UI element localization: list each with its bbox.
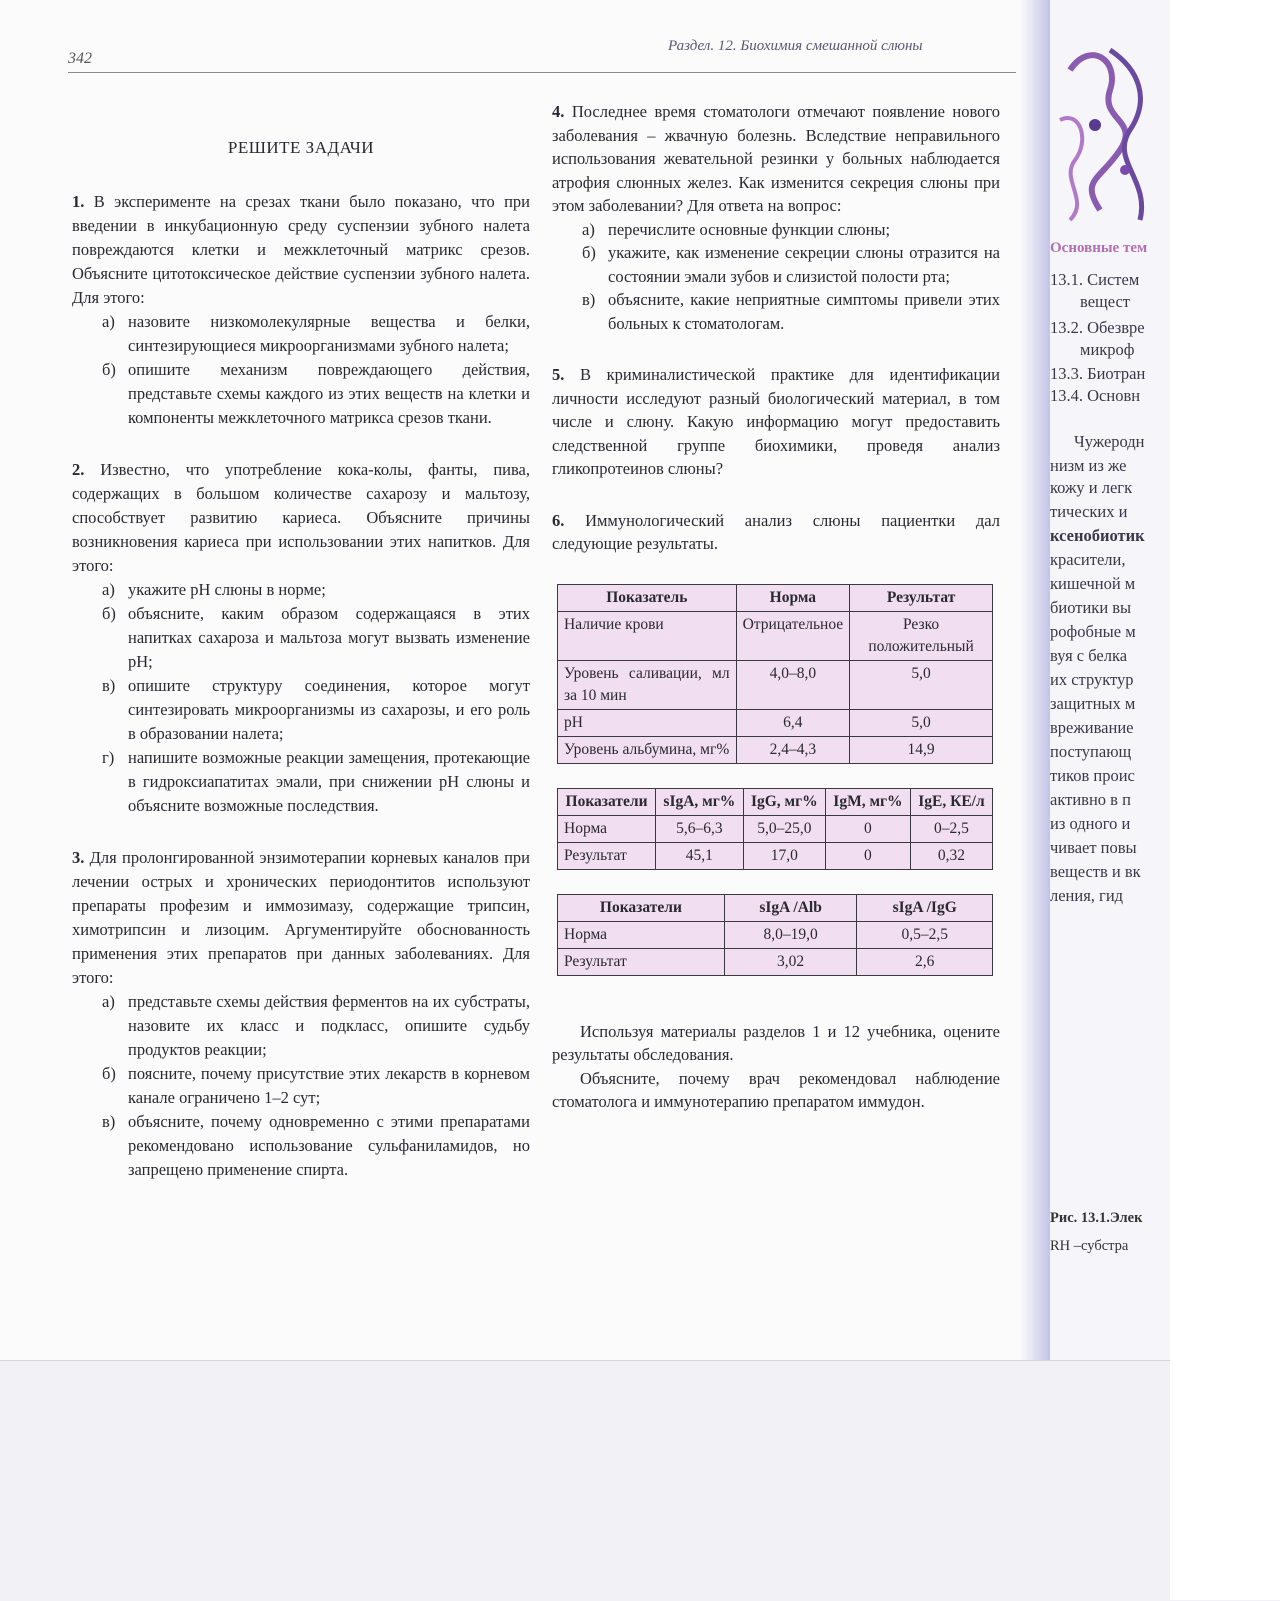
table-cell: Норма xyxy=(558,815,656,842)
column-header: Показатели xyxy=(558,788,656,815)
subitem-marker: а) xyxy=(102,312,115,331)
task-4 xyxy=(552,100,1000,335)
table-cell: 0,32 xyxy=(910,842,992,869)
task-subitem xyxy=(102,990,530,1062)
subitem-text: назовите низкомолекулярные вещества и белки, синтезирующиеся микроорганизмами зубного налета; xyxy=(128,312,530,355)
table-row xyxy=(558,611,993,660)
task-number: 5. xyxy=(552,365,565,384)
section-title: РЕШИТЕ ЗАДАЧИ xyxy=(227,138,375,157)
table-cell: 5,0 xyxy=(850,660,993,709)
header-rule xyxy=(68,72,1016,73)
table-row xyxy=(558,660,993,709)
figure-caption: Рис. 13.1.Элек xyxy=(1050,1210,1143,1226)
task-text xyxy=(552,100,1000,218)
next-page-line: рофобные м xyxy=(1050,622,1136,641)
task-number: 6. xyxy=(552,510,565,530)
subitem-marker: в) xyxy=(102,676,116,695)
column-header: sIgA /IgG xyxy=(857,894,993,921)
immunoglobulin-ratio-table xyxy=(557,894,993,976)
left-column xyxy=(72,130,530,1210)
next-page-line: вуя с белка xyxy=(1050,646,1128,665)
table-cell: 8,0–19,0 xyxy=(724,921,857,948)
next-page-line: 13.2. Обезвре xyxy=(1050,318,1145,337)
table-row xyxy=(558,921,993,948)
next-page-line: Чужеродн xyxy=(1074,432,1145,451)
task-body: Иммунологический анализ слюны пациентки дал следующие результаты. xyxy=(552,510,1001,553)
task-5 xyxy=(552,363,1000,481)
column-header: sIgA /Alb xyxy=(724,894,857,921)
task-subitem xyxy=(102,1110,530,1182)
column-header: IgE, КЕ/л xyxy=(910,788,992,815)
next-page-line: из одного и xyxy=(1050,814,1131,833)
next-page-line: 13.3. Биотран xyxy=(1050,364,1146,383)
next-page-line: вреживание xyxy=(1050,718,1134,737)
subitem-marker: г) xyxy=(102,748,115,767)
next-page-line: низм из же xyxy=(1050,456,1127,475)
subitem-marker: а) xyxy=(582,219,595,239)
table-cell: Уровень саливации, мл за 10 мин xyxy=(558,660,737,709)
figure-caption-line-2: RH –субстра xyxy=(1050,1238,1129,1254)
subitem-text: опишите структуру соединения, которое могут синтезировать микроорганизмы из сахарозы, и его роль в образовании налета; xyxy=(128,676,530,743)
page-binding-shadow xyxy=(1020,0,1050,1360)
table-cell: Норма xyxy=(558,921,725,948)
task-number: 3. xyxy=(72,848,85,867)
subitem-marker: в) xyxy=(582,290,596,309)
task-text xyxy=(552,363,1000,481)
scan-margin xyxy=(1170,0,1280,1600)
next-page-line: микроф xyxy=(1080,340,1135,359)
column-header: Показатели xyxy=(558,894,725,921)
next-page-line: активно в п xyxy=(1050,790,1131,809)
right-column xyxy=(552,100,1000,1114)
next-page-line: кожу и легк xyxy=(1050,478,1133,497)
task-subitem xyxy=(102,602,530,674)
task-1 xyxy=(72,190,530,430)
next-page-line: красители, xyxy=(1050,550,1126,569)
subitem-marker: б) xyxy=(102,1064,116,1083)
task-text xyxy=(72,846,530,990)
column-header: sIgA, мг% xyxy=(656,788,744,815)
subitem-text: объясните, почему одновременно с этими препаратами рекомендовано использование сульфаниламидов, но запрещено применение спирта. xyxy=(128,1112,530,1179)
next-page-line: ления, гид xyxy=(1050,886,1124,905)
column-header: Показатель xyxy=(558,584,737,611)
table-cell: 0 xyxy=(825,815,910,842)
table-cell: 2,4–4,3 xyxy=(736,736,850,763)
table-cell: 6,4 xyxy=(736,709,850,736)
table-row xyxy=(558,948,993,975)
subitem-text: напишите возможные реакции замещения, протекающие в гидроксиапатитах эмали, при снижении pH слюны и объясните возможные последствия. xyxy=(128,748,530,815)
task-body: Для пролонгированной энзимотерапии корневых каналов при лечении острых и хронических периодонтитов используют препараты профезим и иммозимазу, содержащие трипсин, химотрипсин и лизоцим. Аргументируйте обоснованность применения этих препаратов при данных заболеваниях. Для этого: xyxy=(72,848,531,987)
subitem-marker: а) xyxy=(102,580,115,599)
table-cell: Результат xyxy=(558,842,656,869)
table-row xyxy=(558,815,993,842)
table-row xyxy=(558,709,993,736)
task-text xyxy=(552,509,1000,556)
page-number: 342 xyxy=(68,50,92,67)
task-subitems xyxy=(72,310,530,430)
conclusion xyxy=(552,1020,1000,1114)
table-cell: Результат xyxy=(558,948,725,975)
table-cell: Отрицательное xyxy=(736,611,850,660)
table-cell: pH xyxy=(558,709,737,736)
task-body: В эксперименте на срезах ткани было показано, что при введении в инкубационную среду суспензии зубного налета повреждаются клетки и межклеточный матрикс срезов. Объясните цитотоксическое действие суспензии зубного налета. Для этого: xyxy=(72,192,530,307)
saliva-indicators-table xyxy=(557,584,993,764)
table-cell: 5,0–25,0 xyxy=(743,815,825,842)
column-header: Результат xyxy=(850,584,993,611)
task-text xyxy=(72,458,530,578)
conclusion-paragraph-2: Объясните, почему врач рекомендовал наблюдение стоматолога и иммунотерапию препаратом иммудон. xyxy=(552,1068,1000,1111)
table-cell: 0 xyxy=(825,842,910,869)
subitem-text: перечислите основные функции слюны; xyxy=(608,219,891,239)
task-subitem xyxy=(582,288,1000,335)
next-page-line: 13.1. Систем xyxy=(1050,270,1140,289)
task-body: Известно, что употребление кока-колы, фанты, пива, содержащих в большом количестве сахарозу и мальтозу, способствует развитию кариеса. Объясните причины возникновения кариеса при использовании этих напитков. Для этого: xyxy=(72,460,530,575)
table-row xyxy=(558,842,993,869)
protein-structure-illustration xyxy=(1050,30,1170,230)
next-page-line: их структур xyxy=(1050,670,1134,689)
subitem-marker: а) xyxy=(102,992,115,1011)
next-page-line: веществ и вк xyxy=(1050,862,1141,881)
table-cell: 5,0 xyxy=(850,709,993,736)
next-page-heading: Основные тем xyxy=(1050,240,1148,256)
task-subitem xyxy=(102,578,530,602)
subitem-text: представьте схемы действия ферментов на их субстраты, назовите их класс и подкласс, опишите судьбу продуктов реакции; xyxy=(128,992,530,1059)
table-cell: 14,9 xyxy=(850,736,993,763)
column-header: Норма xyxy=(736,584,850,611)
table-cell: 17,0 xyxy=(743,842,825,869)
subitem-text: укажите pH слюны в норме; xyxy=(128,580,326,599)
immunoglobulin-table xyxy=(557,788,993,870)
subitem-marker: в) xyxy=(102,1112,116,1131)
table-cell: 45,1 xyxy=(656,842,744,869)
next-page-line: вещест xyxy=(1080,292,1130,311)
table-cell: 3,02 xyxy=(724,948,857,975)
running-title: Раздел. 12. Биохимия смешанной слюны xyxy=(668,38,923,54)
table-cell: 0,5–2,5 xyxy=(857,921,993,948)
task-subitems xyxy=(552,218,1000,336)
next-page-line: тических и xyxy=(1050,502,1128,521)
table-row xyxy=(558,736,993,763)
next-page-line: кишечной м xyxy=(1050,574,1136,593)
task-subitem xyxy=(102,1062,530,1110)
task-2 xyxy=(72,458,530,818)
next-page-line: тиков проис xyxy=(1050,766,1135,785)
task-number: 4. xyxy=(552,102,565,121)
next-page-line: 13.4. Основн xyxy=(1050,386,1141,405)
table-cell: 0–2,5 xyxy=(910,815,992,842)
subitem-marker: б) xyxy=(102,604,116,623)
table-cell: Уровень альбумина, мг% xyxy=(558,736,737,763)
task-number: 1. xyxy=(72,192,85,211)
task-text xyxy=(72,190,530,310)
subitem-text: укажите, как изменение секреции слюны отразится на состоянии эмали зубов и слизистой полости рта; xyxy=(608,243,1000,286)
next-page-fragment xyxy=(1050,0,1170,1360)
subitem-text: объясните, каким образом содержащаяся в этих напитках сахароза и мальтоза могут вызвать изменение pH; xyxy=(128,604,530,671)
table-cell: Резко положительный xyxy=(850,611,993,660)
table-cell: 5,6–6,3 xyxy=(656,815,744,842)
task-body: Последнее время стоматологи отмечают появление нового заболевания – жвачную болезнь. Вследствие неправильного использования жевательной резинки у больных наблюдается атрофия слюнных желез. Как изменится секреция слюны при этом заболевании? Для ответа на вопрос: xyxy=(552,102,1000,215)
next-page-line: чивает повы xyxy=(1050,838,1137,857)
task-subitem xyxy=(102,746,530,818)
table-cell: 4,0–8,0 xyxy=(736,660,850,709)
task-subitems xyxy=(72,990,530,1182)
table-cell: 2,6 xyxy=(857,948,993,975)
subitem-marker: б) xyxy=(102,360,116,379)
task-subitem xyxy=(102,310,530,358)
next-page-line: ксенобиотик xyxy=(1050,526,1145,545)
task-subitem xyxy=(102,674,530,746)
subitem-marker: б) xyxy=(582,243,596,262)
next-page-line: защитных м xyxy=(1050,694,1136,713)
task-6 xyxy=(552,509,1000,556)
task-3 xyxy=(72,846,530,1182)
table-cell: Наличие крови xyxy=(558,611,737,660)
subitem-text: опишите механизм повреждающего действия, представьте схемы каждого из этих веществ на клетки и компоненты межклеточного матрикса срезов ткани. xyxy=(128,360,530,427)
task-subitem xyxy=(582,218,1000,242)
next-page-line: биотики вы xyxy=(1050,598,1132,617)
column-header: IgM, мг% xyxy=(825,788,910,815)
column-header: IgG, мг% xyxy=(743,788,825,815)
task-body: В криминалистической практике для идентификации личности исследуют разный биологический материал, в том числе и слюну. Какую информацию могут предоставить следственной группе биохимики, проведя анализ гликопротеинов слюны? xyxy=(552,365,1000,478)
task-number: 2. xyxy=(72,460,85,479)
next-page-line: поступающ xyxy=(1050,742,1132,761)
task-subitem xyxy=(102,358,530,430)
conclusion-paragraph-1: Используя материалы разделов 1 и 12 учебника, оцените результаты обследования. xyxy=(552,1021,1000,1064)
task-subitem xyxy=(582,241,1000,288)
subitem-text: объясните, какие неприятные симптомы привели этих больных к стоматологам. xyxy=(608,290,1000,333)
subitem-text: поясните, почему присутствие этих лекарств в корневом канале ограничено 1–2 сут; xyxy=(128,1064,530,1107)
task-subitems xyxy=(72,578,530,818)
scan-background xyxy=(0,1360,1280,1601)
